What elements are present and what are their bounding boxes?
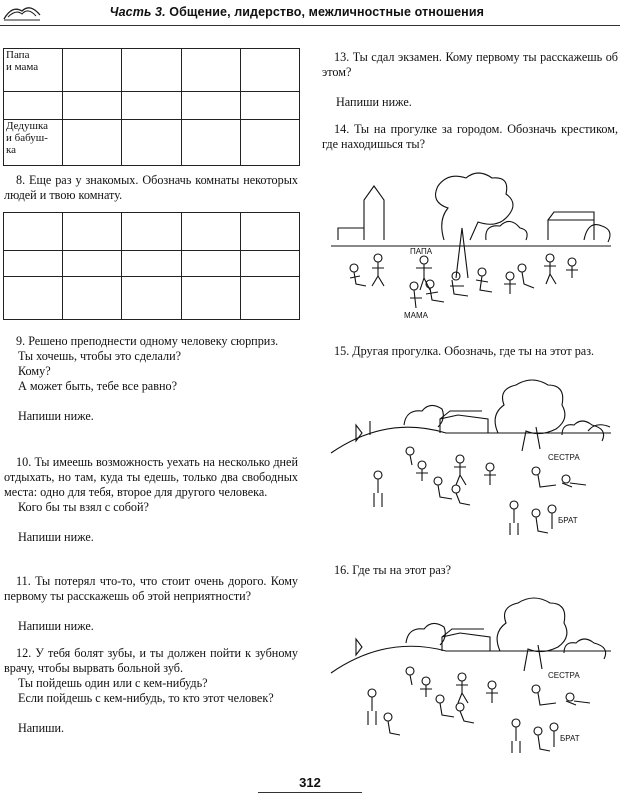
question-12-line-2: Если пойдешь с кем-нибудь, то кто этот человек? <box>18 691 274 705</box>
page-header <box>0 0 620 26</box>
table-row <box>4 120 300 166</box>
label-brother: БРАТ <box>560 734 580 743</box>
table-cell[interactable] <box>240 277 299 320</box>
table-cell[interactable] <box>122 120 181 166</box>
table-cell[interactable] <box>240 49 299 92</box>
table-cell[interactable] <box>240 251 299 277</box>
table-cell[interactable] <box>63 49 122 92</box>
picnic-illustration-2[interactable] <box>326 375 616 540</box>
table-row <box>4 277 300 320</box>
table-cell[interactable] <box>240 213 299 251</box>
question-9-line-1: Ты хочешь, чтобы это сделали? <box>18 349 182 363</box>
table-cell[interactable] <box>181 92 240 120</box>
part-label: Часть 3. <box>109 5 166 19</box>
question-10 <box>4 455 298 545</box>
table-row <box>4 251 300 277</box>
running-header <box>110 5 484 19</box>
question-9-line-2: Кому? <box>18 364 51 378</box>
table-row <box>4 213 300 251</box>
question-9 <box>4 334 298 424</box>
table-cell[interactable] <box>63 277 122 320</box>
label-sister: СЕСТРА <box>548 453 580 462</box>
part-title: Общение, лидерство, межличностные отношения <box>169 5 484 19</box>
table-cell[interactable] <box>4 277 63 320</box>
table-cell[interactable] <box>122 49 181 92</box>
question-13-text: 13. Ты сдал экзамен. Кому первому ты расскажешь об этом? <box>322 50 618 79</box>
question-15 <box>322 344 618 359</box>
page-number: 312 <box>299 775 321 790</box>
rooms-table <box>3 212 300 320</box>
question-8 <box>4 173 298 203</box>
table-cell[interactable] <box>181 213 240 251</box>
question-9-text: 9. Решено преподнести одному человеку сюрприз. <box>16 334 279 348</box>
label-mom: МАМА <box>404 311 428 320</box>
table-cell[interactable] <box>4 251 63 277</box>
question-12-text: 12. У тебя болят зубы, и ты должен пойти к зубному врачу, чтобы вырвать больной зуб. <box>4 646 298 675</box>
table-cell[interactable] <box>240 120 299 166</box>
table-cell[interactable] <box>63 92 122 120</box>
label-brother: БРАТ <box>558 516 578 525</box>
question-11-write: Напиши ниже. <box>18 619 94 633</box>
question-11 <box>4 574 298 634</box>
table-row <box>4 49 300 92</box>
table-cell[interactable] <box>63 213 122 251</box>
table-cell[interactable] <box>122 92 181 120</box>
row-label-parents: Папа и мама <box>4 49 63 92</box>
tree-icon <box>497 598 567 671</box>
question-8-text: 8. Еще раз у знакомых. Обозначь комнаты некоторых людей и твою комнату. <box>4 173 298 202</box>
question-16-text: 16. Где ты на этот раз? <box>334 563 452 577</box>
question-13-write: Напиши ниже. <box>336 95 412 109</box>
row-label-empty <box>4 92 63 120</box>
table-cell[interactable] <box>122 277 181 320</box>
table-cell[interactable] <box>181 120 240 166</box>
footer-rule <box>258 792 362 793</box>
table-cell[interactable] <box>63 120 122 166</box>
question-10-text: 10. Ты имеешь возможность уехать на несколько дней отдыхать, но там, куда ты едешь, только два свободных места: одно для тебя, второе для другого человека. <box>4 455 298 499</box>
question-14 <box>322 122 618 152</box>
label-sister: СЕСТРА <box>548 671 580 680</box>
table-row <box>4 92 300 120</box>
table-cell[interactable] <box>4 213 63 251</box>
table-cell[interactable] <box>181 49 240 92</box>
question-14-text: 14. Ты на прогулке за городом. Обозначь крестиком, где находишься ты? <box>322 122 618 151</box>
question-10-write: Напиши ниже. <box>18 530 94 544</box>
row-label-grandparents: Дедушка и бабуш- ка <box>4 120 63 166</box>
tree-icon <box>495 380 565 451</box>
picnic-illustration-3[interactable] <box>326 585 616 755</box>
sailboat-icon <box>356 639 362 655</box>
table-cell[interactable] <box>122 213 181 251</box>
family-table <box>3 48 300 166</box>
question-10-line: Кого бы ты взял с собой? <box>18 500 149 514</box>
question-12-line-1: Ты пойдешь один или с кем-нибудь? <box>18 676 208 690</box>
question-9-line-3: А может быть, тебе все равно? <box>18 379 177 393</box>
table-cell[interactable] <box>181 251 240 277</box>
book-logo-icon <box>2 1 42 23</box>
table-cell[interactable] <box>240 92 299 120</box>
label-dad: ПАПА <box>410 247 433 256</box>
table-cell[interactable] <box>122 251 181 277</box>
question-13 <box>322 50 618 110</box>
question-11-text: 11. Ты потерял что-то, что стоит очень дорого. Кому первому ты расскажешь об этой неприятности? <box>4 574 298 603</box>
header-rule <box>0 25 620 26</box>
question-12 <box>4 646 298 736</box>
church-icon <box>364 186 384 240</box>
picnic-illustration-1[interactable] <box>326 168 616 323</box>
table-cell[interactable] <box>63 251 122 277</box>
question-16 <box>322 563 618 578</box>
question-15-text: 15. Другая прогулка. Обозначь, где ты на этот раз. <box>334 344 595 358</box>
table-cell[interactable] <box>181 277 240 320</box>
question-12-write: Напиши. <box>18 721 65 735</box>
tree-icon <box>436 173 513 240</box>
people-group <box>350 254 578 308</box>
question-9-write: Напиши ниже. <box>18 409 94 423</box>
